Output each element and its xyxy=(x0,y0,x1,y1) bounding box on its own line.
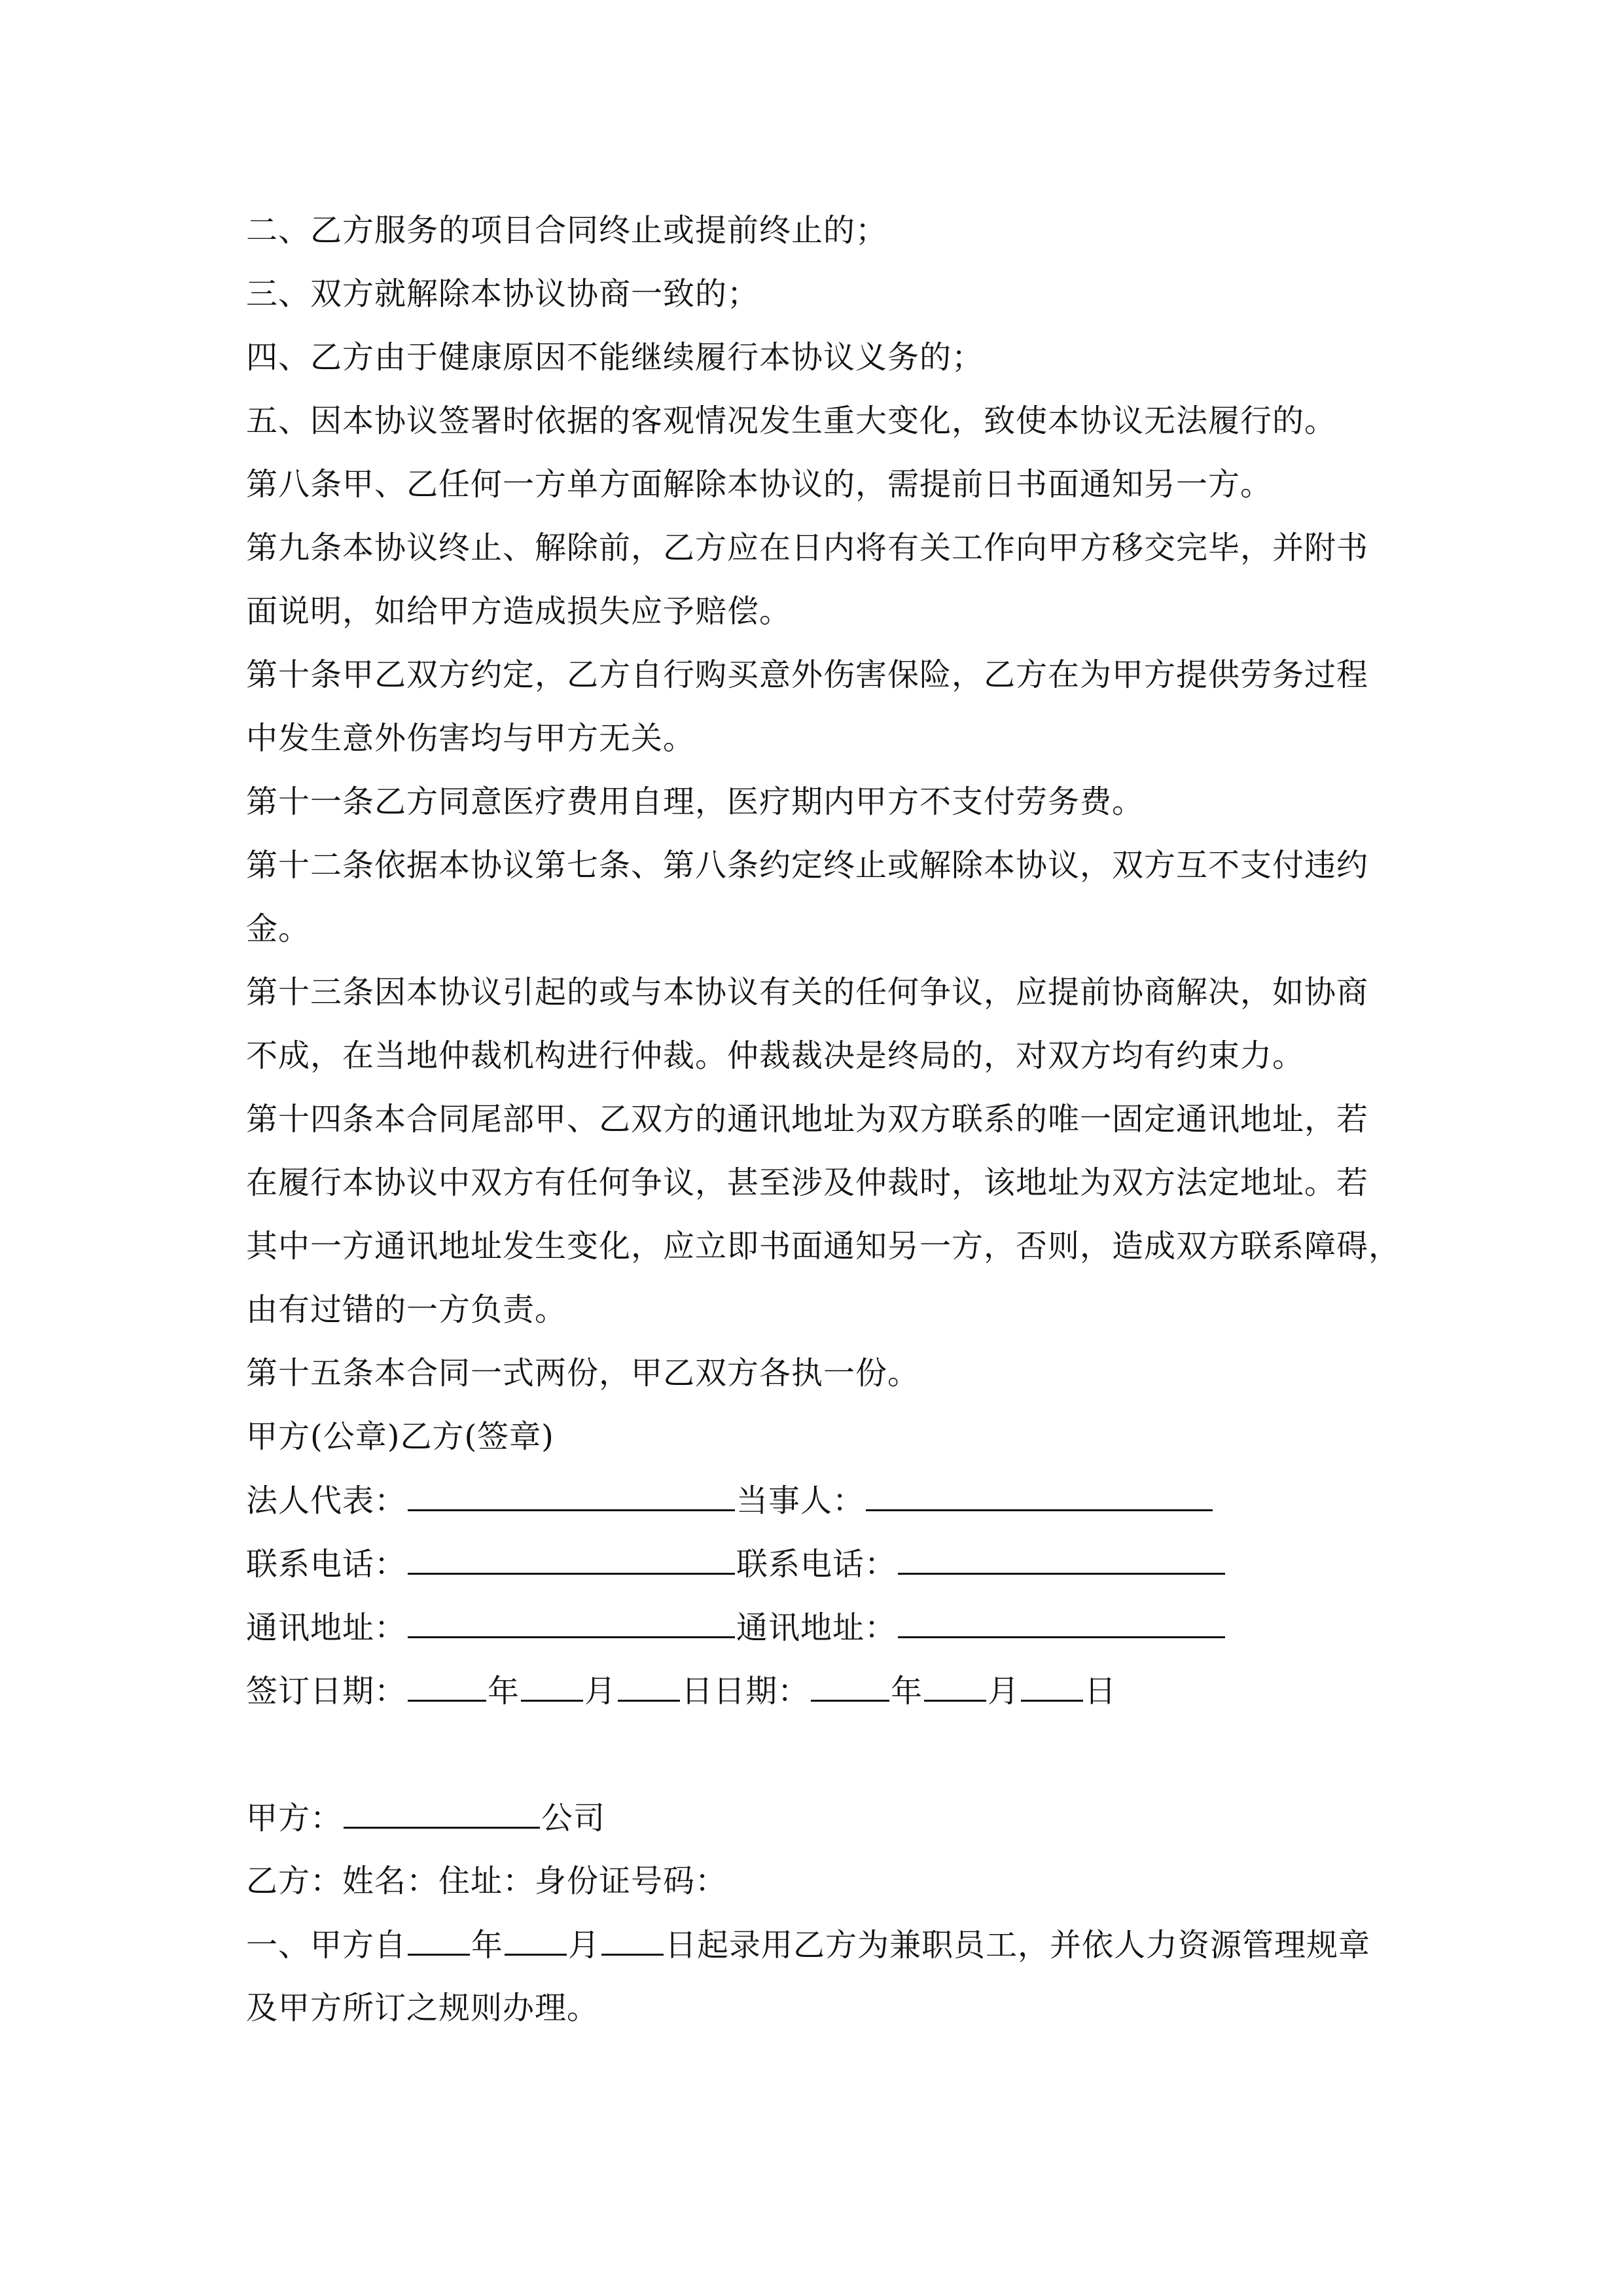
article-13-line-2: 不成，在当地仲裁机构进行仲裁。仲裁裁决是终局的，对双方均有约束力。 xyxy=(246,1037,1305,1074)
article-10-line-1: 第十条甲乙双方约定，乙方自行购买意外伤害保险，乙方在为甲方提供劳务过程 xyxy=(246,656,1369,693)
next-party-b-row: 乙方：姓名：住址：身份证号码： xyxy=(246,1863,728,1899)
phone-a-field[interactable] xyxy=(408,1544,735,1575)
clause-5: 五、因本协议签署时依据的客观情况发生重大变化，致使本协议无法履行的。 xyxy=(246,403,1337,439)
company-name-field[interactable] xyxy=(344,1798,540,1829)
sign-day-field[interactable] xyxy=(618,1671,680,1702)
date-month-field[interactable] xyxy=(924,1671,986,1702)
sign-year-unit: 年 xyxy=(488,1673,520,1710)
party-field[interactable] xyxy=(866,1480,1213,1511)
article-14-line-3: 其中一方通讯地址发生变化，应立即书面通知另一方，否则，造成双方联系障碍， xyxy=(246,1228,1401,1265)
item1-year-unit: 年 xyxy=(471,1927,504,1964)
item1-prefix: 一、甲方自 xyxy=(246,1927,407,1964)
article-14-line-1: 第十四条本合同尾部甲、乙双方的通讯地址为双方联系的唯一固定通讯地址，若 xyxy=(246,1101,1369,1138)
legal-rep-field[interactable] xyxy=(408,1480,735,1511)
item1-suffix: 日起录用乙方为兼职员工，并依人力资源管理规章 xyxy=(665,1927,1371,1964)
party-label: 当事人： xyxy=(736,1482,865,1519)
signature-row-representative xyxy=(246,1480,1214,1520)
article-12-line-2: 金。 xyxy=(246,910,311,947)
signature-heading: 甲方(公章)乙方(签章) xyxy=(246,1418,554,1455)
sign-month-field[interactable] xyxy=(521,1671,583,1702)
item1-month-field[interactable] xyxy=(505,1925,567,1956)
date-day-field[interactable] xyxy=(1021,1671,1083,1702)
date-year-unit: 年 xyxy=(891,1673,923,1710)
date-month-unit: 月 xyxy=(988,1673,1020,1710)
phone-a-label: 联系电话： xyxy=(246,1546,407,1583)
item1-year-field[interactable] xyxy=(408,1925,470,1956)
article-12-line-1: 第十二条依据本协议第七条、第八条约定终止或解除本协议，双方互不支付违约 xyxy=(246,847,1369,884)
addr-b-field[interactable] xyxy=(898,1607,1225,1638)
clause-3: 三、双方就解除本协议协商一致的； xyxy=(246,276,760,312)
legal-rep-label: 法人代表： xyxy=(246,1482,407,1519)
phone-b-label: 联系电话： xyxy=(736,1546,897,1583)
signature-row-address xyxy=(246,1607,1226,1647)
phone-b-field[interactable] xyxy=(898,1544,1225,1575)
article-14-line-4: 由有过错的一方负责。 xyxy=(246,1291,567,1328)
article-8: 第八条甲、乙任何一方单方面解除本协议的，需提前日书面通知另一方。 xyxy=(246,466,1273,503)
sign-date-label: 签订日期： xyxy=(246,1673,407,1710)
date-day-unit: 日 xyxy=(1084,1673,1117,1710)
addr-a-field[interactable] xyxy=(408,1607,735,1638)
article-15: 第十五条本合同一式两份，甲乙双方各执一份。 xyxy=(246,1355,920,1391)
addr-a-label: 通讯地址： xyxy=(246,1609,407,1646)
signature-row-phone xyxy=(246,1544,1226,1583)
item1-month-unit: 月 xyxy=(568,1927,601,1964)
article-13-line-1: 第十三条因本协议引起的或与本协议有关的任何争议，应提前协商解决，如协商 xyxy=(246,974,1369,1011)
date-year-field[interactable] xyxy=(811,1671,889,1702)
addr-b-label: 通讯地址： xyxy=(736,1609,897,1646)
next-party-a-row xyxy=(246,1798,605,1837)
next-item-1-line-2: 及甲方所订之规则办理。 xyxy=(246,1990,599,2026)
article-9-line-1: 第九条本协议终止、解除前，乙方应在日内将有关工作向甲方移交完毕，并附书 xyxy=(246,529,1369,566)
company-suffix: 公司 xyxy=(541,1800,606,1837)
article-9-line-2: 面说明，如给甲方造成损失应予赔偿。 xyxy=(246,593,792,630)
sign-year-field[interactable] xyxy=(408,1671,486,1702)
article-10-line-2: 中发生意外伤害均与甲方无关。 xyxy=(246,720,696,757)
item1-day-field[interactable] xyxy=(601,1925,664,1956)
article-11: 第十一条乙方同意医疗费用自理，医疗期内甲方不支付劳务费。 xyxy=(246,783,1145,820)
next-item-1-line-1 xyxy=(246,1925,1370,1964)
clause-4: 四、乙方由于健康原因不能继续履行本协议义务的； xyxy=(246,339,984,376)
article-14-line-2: 在履行本协议中双方有任何争议，甚至涉及仲裁时，该地址为双方法定地址。若 xyxy=(246,1164,1369,1201)
next-party-a-label: 甲方： xyxy=(246,1800,343,1837)
sign-month-unit: 月 xyxy=(584,1673,617,1710)
clause-2: 二、乙方服务的项目合同终止或提前终止的； xyxy=(246,212,888,249)
date-label: 日期： xyxy=(713,1673,810,1710)
signature-row-date xyxy=(246,1671,1116,1710)
sign-day-unit: 日 xyxy=(681,1673,714,1710)
